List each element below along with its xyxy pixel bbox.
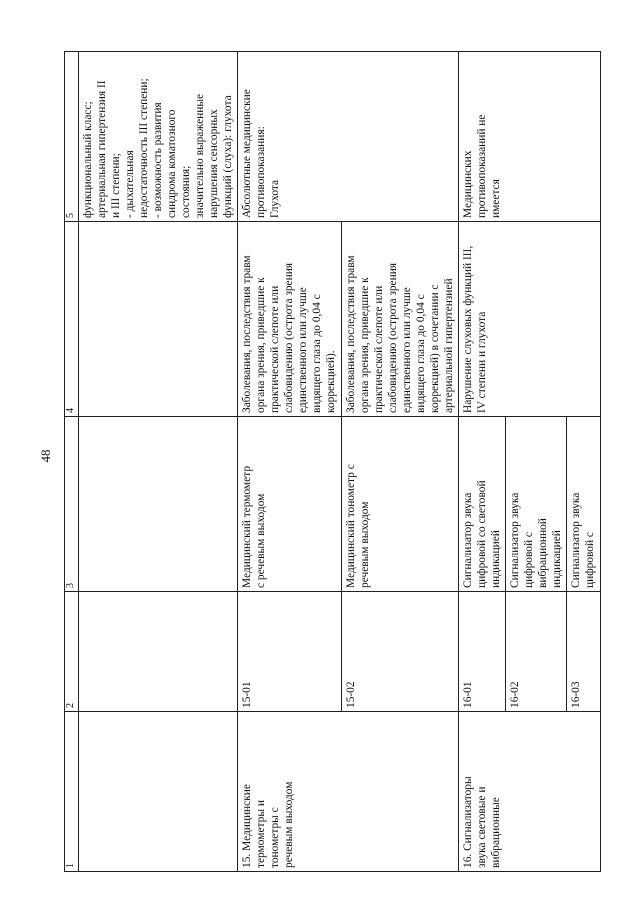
code-15-02: 15-02 xyxy=(342,592,459,712)
code-15-01: 15-01 xyxy=(238,592,342,712)
device-16-01: Сигнализатор звука цифровой со световой индикацией xyxy=(459,417,506,592)
section-15-name: 15. Медицинские термометры и тонометры с речевым выходом xyxy=(238,712,459,872)
indication-15-01: Заболевания, последствия травм органа зрения, приведшие к практической слепоте или слабовидению (острота зрения единственного или лучше видящего глаза до 0,04 с коррекцией). xyxy=(238,222,342,417)
code-16-03: 16-03 xyxy=(567,592,601,712)
section-16-name: 16. Сигнализаторы звука световые и вибрационные xyxy=(459,712,601,872)
rotated-table-wrapper xyxy=(64,52,596,872)
section-15-contraindications: Абсолютные медицинские противопоказания: Глухота xyxy=(238,52,459,222)
page-number: 48 xyxy=(38,449,53,463)
cont-cell-2 xyxy=(79,592,238,712)
device-15-02: Медицинский тонометр с речевым выходом xyxy=(342,417,459,592)
col-number-2: 2 xyxy=(65,592,79,712)
col-number-5: 5 xyxy=(65,52,79,222)
column-number-row xyxy=(65,52,79,872)
device-16-02: Сигнализатор звука цифровой с вибрационной индикацией xyxy=(506,417,567,592)
section-16-contraindications: Медицинских противопоказаний не имеется xyxy=(459,52,601,222)
table-row-16-01 xyxy=(459,52,506,872)
device-16-03: Сигнализатор звука цифровой с xyxy=(567,417,601,592)
continuation-row xyxy=(79,52,238,872)
indication-15-02: Заболевания, последствия травм органа зрения, приведшие к практической слепоте или слабовидению (острота зрения единственного или лучше видящего глаза до 0,04 с коррекцией) в сочетании с артериальной гипертензией xyxy=(342,222,459,417)
section-16-indication: Нарушение слуховых функций III, IV степени и глухота xyxy=(459,222,601,417)
col-number-1: 1 xyxy=(65,712,79,872)
cont-cell-3 xyxy=(79,417,238,592)
device-15-01: Медицинский термометр с речевым выходом xyxy=(238,417,342,592)
code-16-02: 16-02 xyxy=(506,592,567,712)
cont-contraindications: функциональный класс; артериальная гипертензия II и III степени; - дыхательная недостаточность III степени; - возможность развития синдрома коматозного состояния; значительно выраженные нарушения сенсорных функций (слуха): глухота xyxy=(79,52,238,222)
col-number-4: 4 xyxy=(65,222,79,417)
code-16-01: 16-01 xyxy=(459,592,506,712)
cont-cell-4 xyxy=(79,222,238,417)
table-row-15-01 xyxy=(238,52,342,872)
device-table xyxy=(64,51,601,872)
cont-cell-1 xyxy=(79,712,238,872)
col-number-3: 3 xyxy=(65,417,79,592)
